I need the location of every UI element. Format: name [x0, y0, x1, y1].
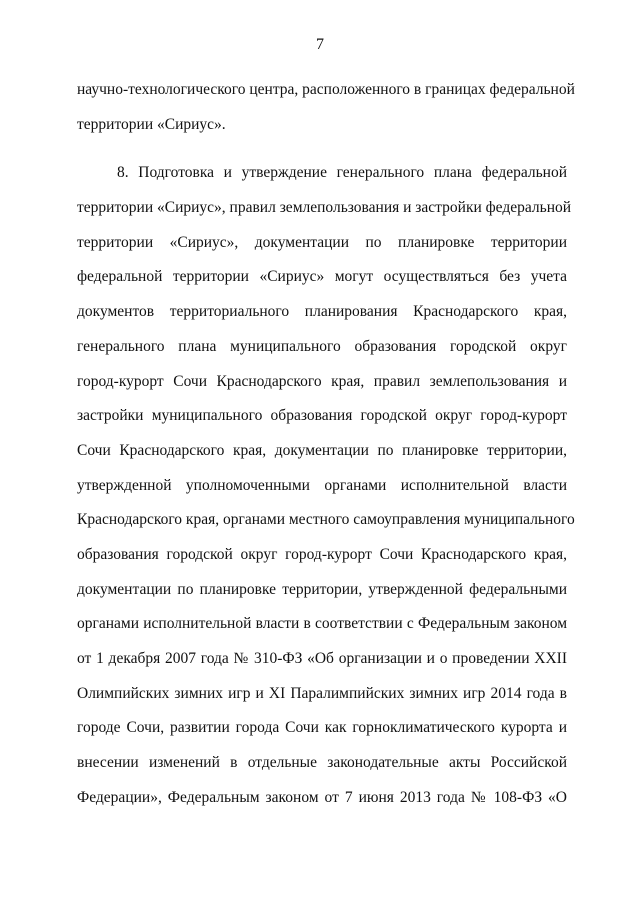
text-line: Краснодарского края, органами местного самоуправления муниципального: [77, 511, 575, 529]
text-line: территории «Сириус», документации по планировке территории: [77, 233, 567, 251]
text-line: федеральной территории «Сириус» могут осуществляться без учета: [77, 268, 567, 286]
page-number: 7: [316, 36, 324, 53]
text-line: органами исполнительной власти в соответствии с Федеральным законом: [77, 615, 567, 633]
text-line: генерального плана муниципального образования городской округ: [77, 337, 567, 355]
text-line: 8. Подготовка и утверждение генерального плана федеральной: [117, 164, 567, 182]
text-line: документации по планировке территории, утвержденной федеральными: [77, 580, 567, 598]
text-line: городе Сочи, развитии города Сочи как горноклиматического курорта и: [77, 719, 567, 737]
text-line: образования городской округ город-курорт Сочи Краснодарского края,: [77, 545, 567, 563]
text-line: научно-технологического центра, расположенного в границах федеральной: [77, 81, 575, 98]
text-line: утвержденной уполномоченными органами исполнительной власти: [77, 476, 567, 494]
text-line: Олимпийских зимних игр и XI Паралимпийских зимних игр 2014 года в: [77, 684, 567, 702]
paragraph-gap: [77, 149, 567, 163]
text-line: территории «Сириус», правил землепользования и застройки федеральной: [77, 199, 572, 217]
text-line: город-курорт Сочи Краснодарского края, правил землепользования и: [77, 372, 567, 390]
text-line: внесении изменений в отдельные законодательные акты Российской: [77, 754, 567, 772]
text-line: Федерации», Федеральным законом от 7 июня 2013 года № 108-ФЗ «О: [77, 788, 567, 806]
text-line: территории «Сириус».: [77, 115, 226, 133]
text-line: от 1 декабря 2007 года № 310-ФЗ «Об организации и о проведении XXII: [77, 650, 567, 667]
text-line: Сочи Краснодарского края, документации по планировке территории,: [77, 441, 567, 459]
document-body: [77, 80, 575, 822]
text-line: застройки муниципального образования городской округ город-курорт: [77, 407, 567, 425]
text-line: документов территориального планирования Краснодарского края,: [77, 303, 567, 321]
